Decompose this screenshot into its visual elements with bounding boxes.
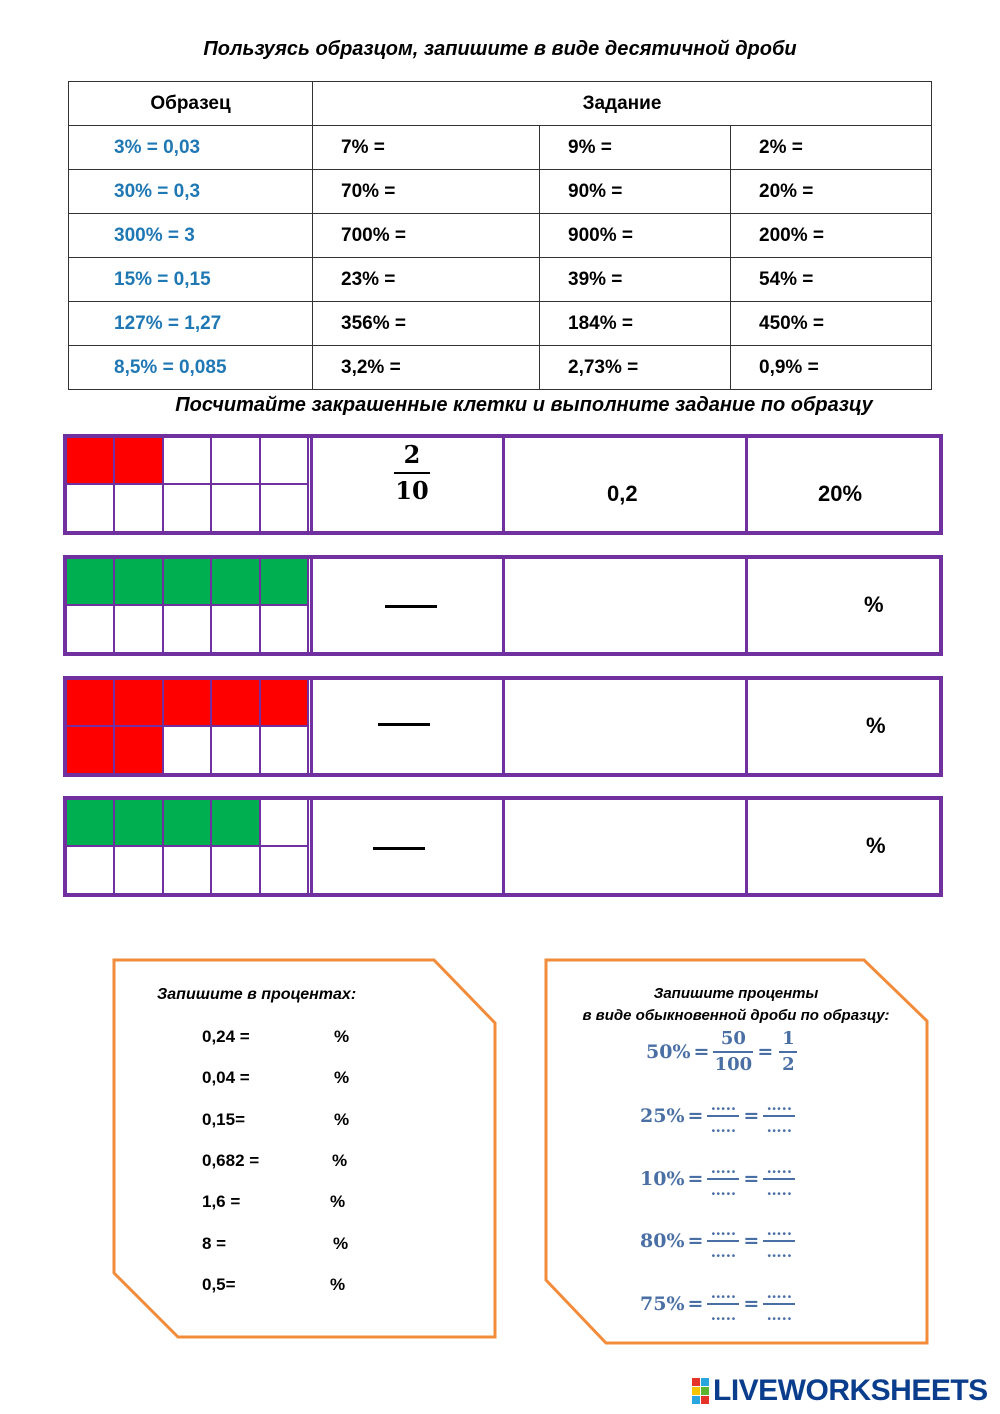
task-cell[interactable]: 450% =	[731, 302, 932, 346]
equals-sign: =	[743, 1105, 760, 1127]
numerator-blank[interactable]: …..	[710, 1158, 737, 1177]
filled-cell	[261, 680, 309, 727]
empty-cell	[164, 727, 212, 774]
numerator-blank[interactable]: …..	[710, 1096, 737, 1114]
task-cell[interactable]: 2% =	[731, 126, 932, 170]
filled-cell	[212, 559, 260, 606]
task-cell[interactable]: 9% =	[540, 126, 731, 170]
task-cell[interactable]: 54% =	[731, 258, 932, 302]
empty-cell	[261, 606, 309, 653]
percent-sign: %	[866, 713, 886, 738]
sample-cell: 30% = 0,3	[69, 170, 313, 214]
empty-cell	[115, 485, 163, 532]
equals-sign: =	[693, 1041, 710, 1063]
percent-sign: %	[864, 592, 884, 617]
numerator-blank[interactable]: …..	[710, 1221, 737, 1239]
percent-item-value: 0,24 =	[202, 1027, 250, 1046]
task-cell[interactable]: 20% =	[731, 170, 932, 214]
empty-cell	[212, 606, 260, 653]
grid-row-2	[63, 676, 943, 777]
example-fraction-row	[646, 1027, 801, 1077]
example-den2: 2	[782, 1054, 795, 1075]
task-pct: 80%	[640, 1230, 685, 1252]
denominator-blank[interactable]: …..	[766, 1118, 793, 1136]
task-cell[interactable]: 0,9% =	[731, 346, 932, 390]
equals-sign: =	[743, 1230, 760, 1252]
empty-cell	[115, 606, 163, 653]
sample-cell: 8,5% = 0,085	[69, 346, 313, 390]
numerator-blank[interactable]: …..	[766, 1096, 793, 1114]
denominator-blank[interactable]: …..	[710, 1243, 737, 1261]
numerator-blank[interactable]: …..	[710, 1283, 737, 1302]
filled-cell	[115, 559, 163, 606]
sample-cell: 127% = 1,27	[69, 302, 313, 346]
percent-answer-field[interactable]	[262, 1108, 326, 1132]
empty-cell	[212, 438, 260, 485]
left-box-title: Запишите в процентах:	[157, 986, 357, 1003]
denominator-blank[interactable]: …..	[766, 1180, 793, 1199]
percent-answer-field[interactable]	[262, 1273, 326, 1297]
section2-title: Посчитайте закрашенные клетки и выполните задание по образцу	[175, 394, 873, 416]
right-box-title-2: в виде обыкновенной дроби по образцу:	[582, 1007, 890, 1024]
grid-row-1	[63, 555, 943, 656]
empty-cell	[115, 847, 163, 894]
example-pct: 50%	[646, 1041, 691, 1063]
filled-cell	[115, 438, 163, 485]
percent-item-value: 8 =	[202, 1233, 227, 1253]
numerator-blank[interactable]: …..	[766, 1158, 793, 1177]
example-den1: 100	[714, 1054, 753, 1075]
task-cell[interactable]: 39% =	[540, 258, 731, 302]
grid-cells	[67, 559, 309, 652]
sample-decimal: 0,2	[607, 481, 638, 506]
empty-cell	[164, 438, 212, 485]
empty-cell	[67, 847, 115, 894]
filled-cell	[67, 800, 115, 847]
table-row	[69, 346, 932, 390]
empty-cell	[67, 606, 115, 653]
example-num1: 50	[720, 1028, 746, 1049]
liveworksheets-logo	[692, 1376, 988, 1406]
table-row	[69, 170, 932, 214]
filled-cell	[164, 680, 212, 727]
equals-sign: =	[687, 1167, 704, 1190]
task-cell[interactable]: 7% =	[313, 126, 540, 170]
fraction-dash[interactable]	[373, 847, 425, 850]
empty-cell	[164, 606, 212, 653]
task-cell[interactable]: 90% =	[540, 170, 731, 214]
numerator-blank[interactable]: …..	[766, 1221, 793, 1239]
equals-sign: =	[757, 1041, 774, 1063]
empty-cell	[212, 727, 260, 774]
percent-answer-field[interactable]	[262, 1190, 326, 1214]
denominator-blank[interactable]: …..	[710, 1118, 737, 1136]
percent-answer-field[interactable]	[262, 1066, 326, 1090]
filled-cell	[261, 559, 309, 606]
decimal-task-table	[68, 81, 932, 390]
empty-cell	[261, 438, 309, 485]
empty-cell	[261, 485, 309, 532]
equals-sign: =	[687, 1105, 704, 1127]
fraction-task-row	[640, 1095, 799, 1137]
percent-sign: %	[330, 1274, 346, 1294]
percent-item-value: 0,15=	[202, 1109, 246, 1129]
task-pct: 75%	[640, 1292, 685, 1315]
fraction-denominator: 10	[395, 476, 429, 505]
denominator-blank[interactable]: …..	[766, 1243, 793, 1261]
grid-row-3	[63, 796, 943, 897]
filled-cell	[67, 727, 115, 774]
task-cell[interactable]: 700% =	[313, 214, 540, 258]
decimal-answer[interactable]	[507, 680, 742, 773]
percent-sign: %	[330, 1192, 346, 1212]
sample-fraction	[372, 440, 452, 506]
task-cell[interactable]: 356% =	[313, 302, 540, 346]
fraction-task-row	[640, 1283, 799, 1325]
fraction-task-row	[640, 1220, 799, 1262]
fraction-dash[interactable]	[385, 605, 437, 608]
denominator-blank[interactable]: …..	[710, 1180, 737, 1199]
header-sample: Образец	[69, 82, 313, 126]
task-cell[interactable]: 200% =	[731, 214, 932, 258]
equals-sign: =	[687, 1292, 704, 1315]
percent-item-value: 0,04 =	[202, 1068, 250, 1088]
percent-answer-field[interactable]	[262, 1149, 326, 1173]
sample-percent: 20%	[818, 481, 863, 506]
filled-cell	[67, 438, 115, 485]
empty-cell	[261, 847, 309, 894]
sample-cell: 15% = 0,15	[69, 258, 313, 302]
sample-cell: 300% = 3	[69, 214, 313, 258]
filled-cell	[67, 680, 115, 727]
decimal-answer[interactable]	[507, 559, 742, 652]
filled-cell	[164, 800, 212, 847]
task-cell[interactable]: 23% =	[313, 258, 540, 302]
empty-cell	[164, 847, 212, 894]
empty-cell	[261, 727, 309, 774]
grid-row-sample	[63, 434, 943, 535]
percent-sign: %	[332, 1150, 348, 1170]
percent-answer-field[interactable]	[262, 1025, 326, 1049]
empty-cell	[261, 800, 309, 847]
filled-cell	[115, 727, 163, 774]
percent-item-value: 0,682 =	[202, 1150, 260, 1170]
task-cell[interactable]: 3,2% =	[313, 346, 540, 390]
right-box-title-1: Запишите проценты	[653, 985, 819, 1002]
fraction-task-row	[640, 1158, 799, 1200]
filled-cell	[67, 559, 115, 606]
empty-cell	[164, 485, 212, 532]
task-pct: 25%	[640, 1105, 685, 1127]
sample-cell: 3% = 0,03	[69, 126, 313, 170]
section1-title: Пользуясь образцом, запишите в виде десятичной дроби	[203, 38, 797, 60]
equals-sign: =	[743, 1292, 760, 1315]
grid-cells	[67, 680, 309, 773]
denominator-blank[interactable]: …..	[710, 1305, 737, 1324]
fraction-dash[interactable]	[378, 723, 430, 726]
grid-cells	[67, 800, 309, 893]
task-cell[interactable]: 2,73% =	[540, 346, 731, 390]
percent-item-value: 1,6 =	[202, 1192, 241, 1212]
percent-sign: %	[334, 1068, 350, 1088]
task-pct: 10%	[640, 1167, 685, 1190]
percent-sign: %	[333, 1233, 349, 1253]
example-num2: 1	[782, 1028, 795, 1049]
table-row	[69, 258, 932, 302]
logo-text: LIVEWORKSHEETS	[713, 1374, 988, 1407]
percent-item-value: 0,5=	[202, 1274, 236, 1294]
task-cell[interactable]: 70% =	[313, 170, 540, 214]
equals-sign: =	[743, 1167, 760, 1190]
table-row	[69, 214, 932, 258]
grid-cells	[67, 438, 309, 531]
percent-sign: %	[334, 1109, 350, 1129]
task-cell[interactable]: 184% =	[540, 302, 731, 346]
empty-cell	[212, 847, 260, 894]
percent-answer-field[interactable]	[262, 1232, 326, 1256]
filled-cell	[115, 800, 163, 847]
filled-cell	[212, 800, 260, 847]
filled-cell	[115, 680, 163, 727]
empty-cell	[67, 485, 115, 532]
header-task: Задание	[313, 82, 932, 126]
percent-sign: %	[866, 833, 886, 858]
decimal-answer[interactable]	[507, 800, 742, 893]
fraction-numerator: 2	[403, 440, 421, 469]
numerator-blank[interactable]: …..	[766, 1283, 793, 1302]
percent-sign: %	[334, 1027, 350, 1046]
logo-icon	[692, 1378, 709, 1404]
task-cell[interactable]: 900% =	[540, 214, 731, 258]
filled-cell	[212, 680, 260, 727]
filled-cell	[164, 559, 212, 606]
equals-sign: =	[687, 1230, 704, 1252]
empty-cell	[212, 485, 260, 532]
denominator-blank[interactable]: …..	[766, 1305, 793, 1324]
table-row	[69, 302, 932, 346]
table-row	[69, 126, 932, 170]
